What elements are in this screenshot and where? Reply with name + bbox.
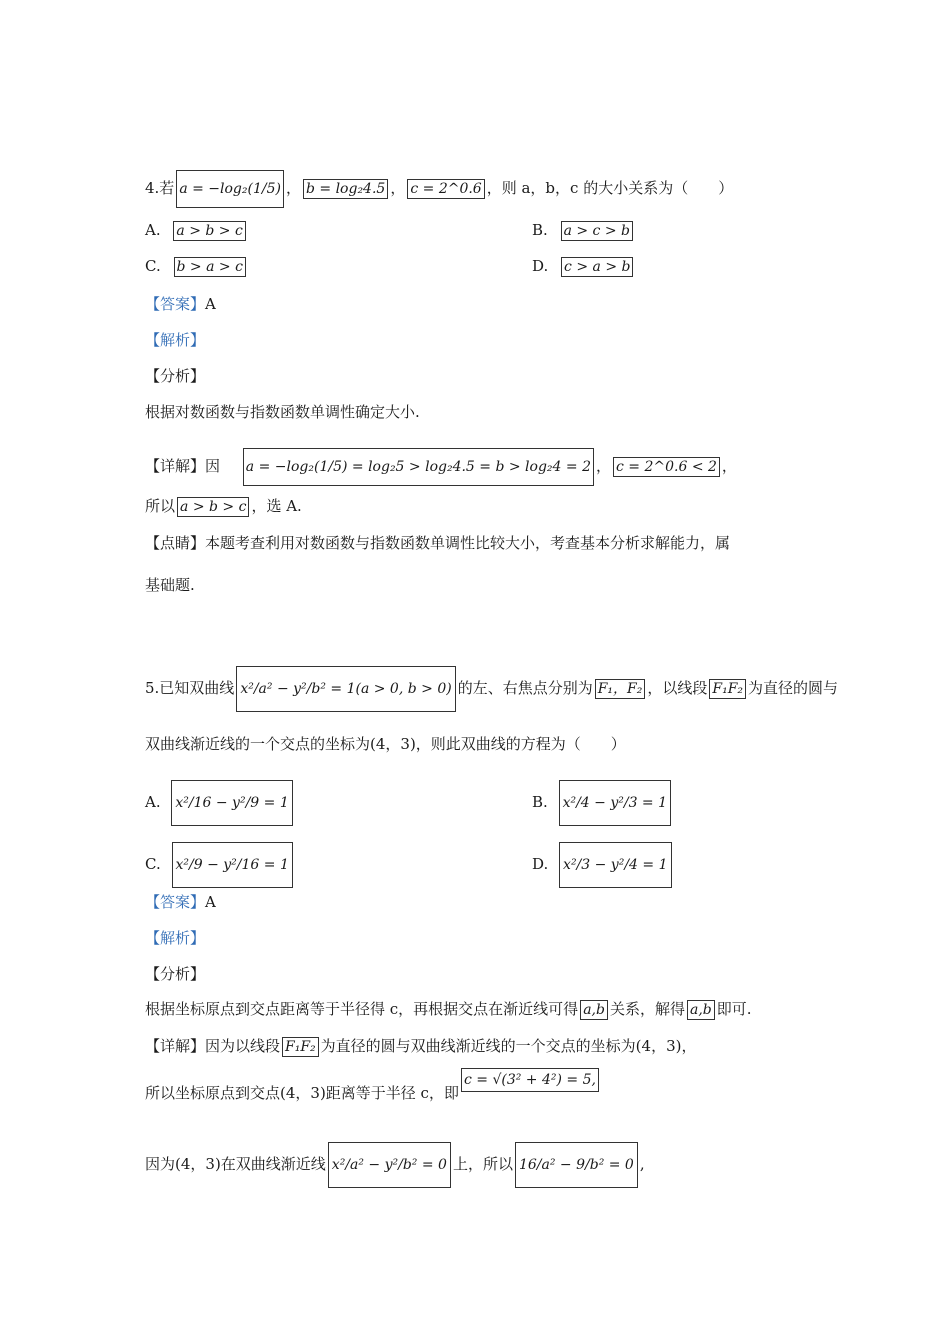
- q4-stem-prefix: 4.若: [145, 179, 175, 197]
- q5-option-b-math: x²/4 − y²/3 = 1: [559, 780, 671, 826]
- q5-stem-prefix: 5.已知双曲线: [145, 679, 235, 697]
- q5-line2-prefix: 所以坐标原点到交点(4，3)距离等于半径 c，即: [145, 1084, 459, 1102]
- q4-option-a-math: a > b > c: [173, 221, 245, 241]
- q5-answer-value: A: [205, 893, 216, 911]
- q5-detail: [145, 1036, 696, 1057]
- q4-math-b: b = log₂4.5: [303, 179, 388, 199]
- q4-option-d: [532, 256, 635, 277]
- q5-math-f1f2: F₁F₂: [709, 679, 746, 699]
- q5-detail-prefix: 【详解】因为以线段: [145, 1037, 281, 1055]
- q5-line3-mid: 上，所以: [452, 1155, 513, 1173]
- q5-fenxi: [145, 999, 752, 1020]
- q5-stem-mid1: 的左、右焦点分别为: [457, 679, 593, 697]
- q4-so: [145, 496, 302, 517]
- q5-line3-math2: 16/a² − 9/b² = 0: [515, 1142, 638, 1188]
- q5-fenxi-math2: a,b: [687, 1000, 715, 1020]
- q5-option-d-label: D.: [532, 855, 549, 873]
- q4-option-b: [532, 220, 635, 241]
- q5-line3-math1: x²/a² − y²/b² = 0: [328, 1142, 451, 1188]
- q4-answer-tag: 【答案】: [145, 295, 206, 313]
- q5-option-d-math: x²/3 − y²/4 = 1: [559, 842, 671, 888]
- q4-so-suffix: ，选 A.: [251, 497, 302, 515]
- q5-option-b: [532, 780, 673, 826]
- q5-option-a-label: A.: [145, 793, 161, 811]
- q4-dianjing-text2: 基础题.: [145, 576, 195, 594]
- q5-stem-mid3: 为直径的圆与: [748, 679, 839, 697]
- q4-detail-math1: a = −log₂(1/5) = log₂5 > log₂4.5 = b > log₂4 = 2: [243, 448, 594, 486]
- q5-line2: [145, 1072, 601, 1106]
- q4-dianjing-tag: 【点睛】: [145, 534, 206, 552]
- q4-analysis-tag: 【解析】: [145, 331, 206, 349]
- q5-fenxi-mid: 关系，解得: [609, 1000, 685, 1018]
- q5-fenxi-tag: 【分析】: [145, 965, 206, 983]
- q5-line3-prefix: 因为(4，3)在双曲线渐近线: [145, 1155, 326, 1173]
- q4-detail: 【详解】因 a = −log₂(1/5) = log₂5 > log₂4.5 = b > log₂4 = 2 ， c = 2^0.6 < 2 ，: [145, 448, 737, 486]
- q4-option-b-label: B.: [532, 221, 548, 239]
- q4-option-a-label: A.: [145, 221, 161, 239]
- q4-stem-suffix: ，则 a，b，c 的大小关系为（ ）: [486, 179, 734, 197]
- q5-option-d: [532, 842, 674, 888]
- q4-option-a: [145, 220, 248, 241]
- q5-analysis-tag: 【解析】: [145, 929, 206, 947]
- q5-answer-tag: 【答案】: [145, 893, 206, 911]
- q4-math-a: a = −log₂(1/5): [176, 170, 284, 208]
- q4-detail-math2: c = 2^0.6 < 2: [613, 457, 720, 477]
- q5-line2-math: c = √(3² + 4²) = 5,: [461, 1068, 599, 1092]
- q5-math-eq: x²/a² − y²/b² = 1(a > 0, b > 0): [236, 666, 455, 712]
- q4-answer-value: A: [205, 295, 216, 313]
- q4-option-c: [145, 256, 248, 277]
- q4-dianjing-text1: 本题考查利用对数函数与指数函数单调性比较大小，考查基本分析求解能力，属: [205, 534, 731, 552]
- q4-option-b-math: a > c > b: [561, 221, 633, 241]
- q4-stem: 4.若 a = −log₂(1/5) ， b = log₂4.5 ， c = 2^0.6 ，则 a，b，c 的大小关系为（ ）: [145, 170, 733, 208]
- q4-option-d-math: c > a > b: [561, 257, 633, 277]
- q5-math-f: F₁，F₂: [595, 679, 646, 699]
- q4-so-prefix: 所以: [145, 497, 176, 515]
- q4-detail-tag: 【详解】因: [145, 457, 221, 475]
- q5-detail-math: F₁F₂: [282, 1037, 319, 1057]
- q5-line3-suffix: ,: [639, 1155, 645, 1173]
- q5-fenxi-math1: a,b: [580, 1000, 608, 1020]
- q4-option-d-label: D.: [532, 257, 549, 275]
- q4-option-c-label: C.: [145, 257, 161, 275]
- q5-stem-mid2: ，以线段: [647, 679, 708, 697]
- q5-option-c: [145, 842, 295, 888]
- q4-dianjing: [145, 533, 730, 553]
- q4-answer: [145, 294, 216, 314]
- q5-line3: [145, 1142, 645, 1188]
- q5-fenxi-suffix: 即可.: [716, 1000, 752, 1018]
- q5-option-a-math: x²/16 − y²/9 = 1: [171, 780, 292, 826]
- q5-stem-line2: 双曲线渐近线的一个交点的坐标为(4，3)，则此双曲线的方程为（ ）: [145, 735, 626, 753]
- q5-answer: [145, 892, 216, 912]
- q5-option-b-label: B.: [532, 793, 548, 811]
- q5-option-a: [145, 780, 295, 826]
- q5-detail-suffix: 为直径的圆与双曲线渐近线的一个交点的坐标为(4，3)，: [320, 1037, 697, 1055]
- q4-math-c: c = 2^0.6: [407, 179, 484, 199]
- q4-option-c-math: b > a > c: [174, 257, 246, 277]
- q5-stem: [145, 666, 838, 712]
- q4-fenxi-tag: 【分析】: [145, 367, 206, 385]
- q5-option-c-label: C.: [145, 855, 161, 873]
- q5-option-c-math: x²/9 − y²/16 = 1: [172, 842, 293, 888]
- q4-so-math: a > b > c: [177, 497, 249, 517]
- q5-fenxi-prefix: 根据坐标原点到交点距离等于半径得 c，再根据交点在渐近线可得: [145, 1000, 579, 1018]
- q4-fenxi-text: 根据对数函数与指数函数单调性确定大小.: [145, 403, 420, 421]
